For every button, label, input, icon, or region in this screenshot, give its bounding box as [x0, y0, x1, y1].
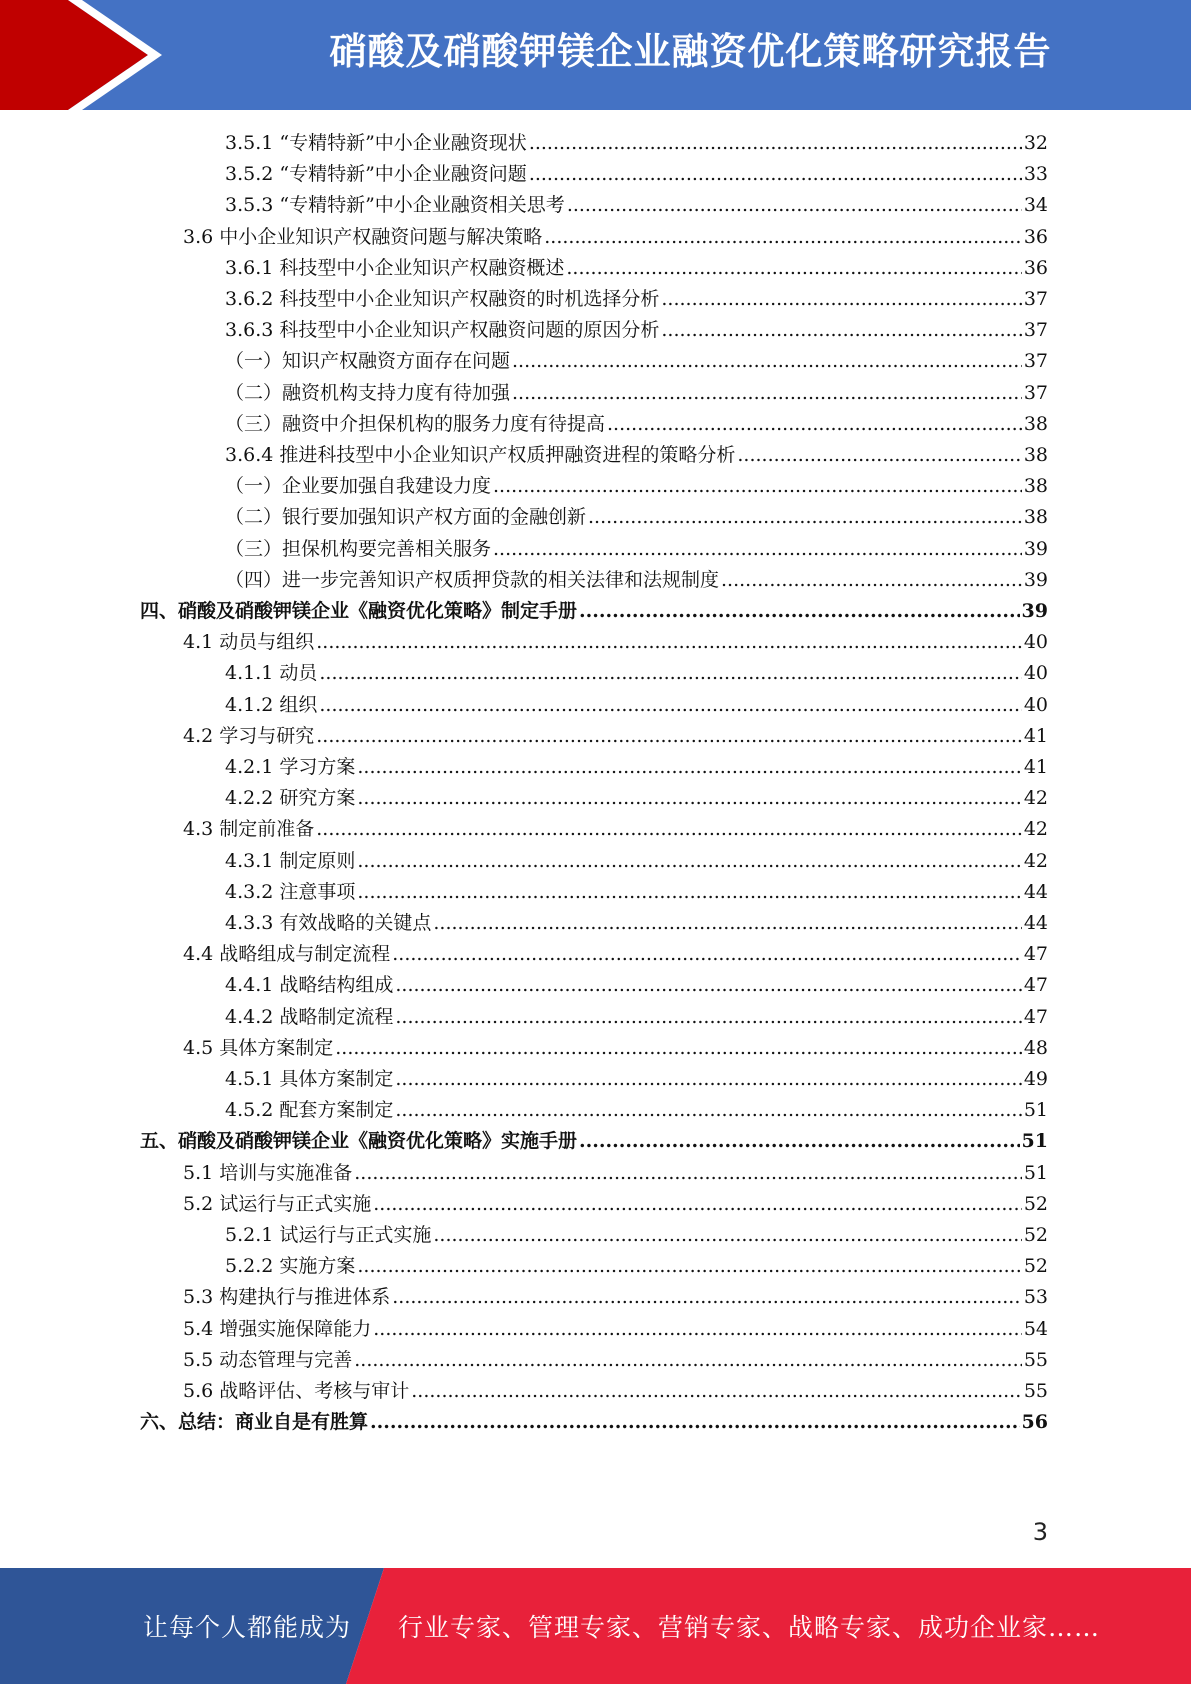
toc-entry-page: 41 [1023, 756, 1048, 778]
toc-entry[interactable] [225, 1251, 1048, 1282]
toc-entry-page: 40 [1023, 631, 1048, 654]
toc-entry-title: 4.2.1 学习方案 [225, 756, 356, 778]
toc-entry-title: 4.3 制定前准备 [183, 818, 315, 841]
toc-entry-page: 51 [1021, 1130, 1048, 1153]
toc-entry-title: 4.2 学习与研究 [183, 724, 315, 747]
toc-entry[interactable] [140, 596, 1048, 627]
toc-entry-page: 47 [1023, 943, 1048, 966]
toc-entry-page: 39 [1023, 537, 1048, 560]
toc-dot-leader [357, 752, 1021, 783]
toc-entry[interactable] [183, 1033, 1048, 1064]
toc-dot-leader [512, 378, 1022, 409]
toc-dot-leader [579, 596, 1020, 627]
toc-entry-page: 38 [1023, 444, 1048, 466]
page-header [0, 0, 1191, 110]
toc-entry-title: （三）担保机构要完善相关服务 [225, 537, 492, 560]
toc-dot-leader [316, 721, 1022, 752]
toc-dot-leader [411, 1376, 1022, 1407]
toc-dot-leader [529, 128, 1022, 159]
toc-entry[interactable] [225, 846, 1048, 877]
toc-entry-title: 4.4 战略组成与制定流程 [183, 943, 391, 966]
toc-entry[interactable] [225, 159, 1048, 190]
toc-dot-leader [433, 1220, 1021, 1251]
toc-entry-page: 39 [1023, 568, 1048, 591]
toc-dot-leader [392, 939, 1022, 970]
toc-dot-leader [567, 190, 1022, 221]
toc-dot-leader [737, 440, 1021, 471]
toc-entry-page: 51 [1023, 1161, 1048, 1184]
toc-entry-title: 3.6.2 科技型中小企业知识产权融资的时机选择分析 [225, 288, 660, 310]
toc-entry[interactable] [225, 378, 1048, 409]
toc-entry-page: 47 [1023, 1005, 1048, 1028]
toc-dot-leader [319, 658, 1021, 689]
toc-dot-leader [357, 846, 1021, 877]
toc-entry-title: （三）融资中介担保机构的服务力度有待提高 [225, 412, 606, 435]
header-red-arrow [0, 0, 148, 110]
toc-entry-title: 5.1 培训与实施准备 [183, 1161, 353, 1184]
toc-entry-page: 44 [1023, 880, 1048, 903]
toc-entry-title: 5.5 动态管理与完善 [183, 1348, 353, 1371]
toc-entry[interactable] [183, 721, 1048, 752]
toc-entry[interactable] [225, 346, 1048, 377]
toc-entry-title: 四、硝酸及硝酸钾镁企业《融资优化策略》制定手册 [140, 600, 578, 622]
toc-entry[interactable] [225, 1095, 1048, 1126]
toc-entry-title: 4.3.1 制定原则 [225, 849, 356, 872]
toc-entry-page: 33 [1023, 163, 1048, 186]
toc-entry-title: 5.6 战略评估、考核与审计 [183, 1380, 410, 1402]
toc-dot-leader [395, 970, 1021, 1001]
toc-entry-title: （四）进一步完善知识产权质押贷款的相关法律和法规制度 [225, 568, 720, 591]
toc-entry-title: 4.3.2 注意事项 [225, 880, 356, 903]
toc-entry-title: 4.1.2 组织 [225, 693, 318, 716]
toc-entry-page: 40 [1023, 662, 1048, 685]
toc-entry[interactable] [225, 409, 1048, 440]
toc-entry[interactable] [225, 1002, 1048, 1033]
toc-dot-leader [335, 1033, 1022, 1064]
toc-entry-page: 36 [1023, 225, 1048, 248]
toc-entry-page: 55 [1023, 1348, 1048, 1371]
toc-entry[interactable] [225, 502, 1048, 533]
toc-dot-leader [370, 1407, 1020, 1438]
toc-entry[interactable] [183, 1314, 1048, 1345]
toc-entry[interactable] [225, 253, 1048, 284]
toc-entry-page: 54 [1023, 1317, 1048, 1340]
toc-entry-title: 4.1 动员与组织 [183, 631, 315, 654]
toc-entry-page: 38 [1023, 412, 1048, 435]
toc-entry-title: 3.6.3 科技型中小企业知识产权融资问题的原因分析 [225, 319, 660, 342]
toc-entry[interactable] [140, 1407, 1048, 1438]
toc-entry-title: 4.4.2 战略制定流程 [225, 1005, 394, 1028]
toc-entry-page: 44 [1023, 912, 1048, 934]
toc-dot-leader [579, 1126, 1020, 1157]
toc-entry-page: 52 [1023, 1255, 1048, 1278]
toc-entry[interactable] [225, 315, 1048, 346]
toc-dot-leader [316, 814, 1022, 845]
footer-slogan-right: 行业专家、管理专家、营销专家、战略专家、成功企业家…… [398, 1613, 1101, 1642]
toc-dot-leader [493, 471, 1022, 502]
toc-entry-page: 36 [1023, 256, 1048, 279]
toc-entry-page: 42 [1023, 787, 1048, 810]
toc-dot-leader [357, 783, 1021, 814]
toc-entry-page: 42 [1023, 849, 1048, 872]
toc-dot-leader [433, 908, 1021, 939]
toc-entry-page: 56 [1021, 1411, 1048, 1434]
toc-entry-page: 49 [1023, 1068, 1048, 1090]
toc-entry-title: 5.3 构建执行与推进体系 [183, 1286, 391, 1309]
toc-entry[interactable] [225, 565, 1048, 596]
toc-dot-leader [392, 1282, 1022, 1313]
toc-dot-leader [512, 346, 1022, 377]
toc-dot-leader [357, 1251, 1021, 1282]
toc-entry[interactable] [225, 690, 1048, 721]
toc-dot-leader [354, 1345, 1022, 1376]
toc-entry[interactable] [225, 284, 1048, 315]
toc-entry-title: 4.5.2 配套方案制定 [225, 1099, 394, 1122]
toc-dot-leader [588, 502, 1022, 533]
toc-entry-page: 52 [1023, 1192, 1048, 1215]
toc-entry[interactable] [225, 752, 1048, 783]
toc-entry-page: 37 [1023, 381, 1048, 404]
toc-entry-page: 37 [1023, 319, 1048, 342]
toc-entry[interactable] [140, 1126, 1048, 1157]
toc-entry-title: 5.2 试运行与正式实施 [183, 1192, 372, 1215]
footer-slogan-left: 让每个人都能成为 [143, 1613, 352, 1642]
toc-entry-page: 38 [1023, 475, 1048, 498]
toc-entry-title: （一）知识产权融资方面存在问题 [225, 350, 511, 373]
toc-dot-leader [373, 1189, 1022, 1220]
toc-entry-title: 4.1.1 动员 [225, 662, 318, 685]
toc-entry-title: 5.2.2 实施方案 [225, 1255, 356, 1278]
toc-entry-page: 48 [1023, 1036, 1048, 1059]
toc-entry[interactable] [183, 1189, 1048, 1220]
toc-dot-leader [395, 1064, 1021, 1095]
toc-entry-title: 3.6.4 推进科技型中小企业知识产权质押融资进程的策略分析 [225, 444, 736, 466]
toc-entry[interactable] [225, 471, 1048, 502]
toc-entry-page: 41 [1023, 724, 1048, 747]
toc-entry[interactable] [225, 128, 1048, 159]
toc-entry-title: 3.6.1 科技型中小企业知识产权融资概述 [225, 256, 565, 279]
toc-dot-leader [316, 627, 1022, 658]
toc-entry-page: 47 [1023, 974, 1048, 997]
toc-dot-leader [395, 1002, 1021, 1033]
toc-entry-title: 4.3.3 有效战略的关键点 [225, 912, 432, 934]
toc-dot-leader [544, 222, 1022, 253]
page-number: 3 [1032, 1518, 1048, 1546]
toc-dot-leader [354, 1158, 1022, 1189]
toc-dot-leader [661, 284, 1021, 315]
toc-entry-title: 六、总结：商业自是有胜算 [140, 1411, 369, 1434]
toc-entry[interactable] [225, 1064, 1048, 1095]
toc-entry[interactable] [225, 440, 1048, 471]
toc-entry-page: 53 [1023, 1286, 1048, 1309]
toc-entry[interactable] [225, 908, 1048, 939]
toc-dot-leader [395, 1095, 1021, 1126]
toc-entry-title: 五、硝酸及硝酸钾镁企业《融资优化策略》实施手册 [140, 1130, 578, 1153]
toc-entry-page: 52 [1023, 1224, 1048, 1246]
toc-entry-title: 5.2.1 试运行与正式实施 [225, 1224, 432, 1246]
toc-dot-leader [373, 1314, 1022, 1345]
toc-entry-title: 4.4.1 战略结构组成 [225, 974, 394, 997]
document-title: 硝酸及硝酸钾镁企业融资优化策略研究报告 [329, 30, 1052, 73]
toc-entry[interactable] [183, 1282, 1048, 1313]
toc-entry-title: （二）融资机构支持力度有待加强 [225, 381, 511, 404]
toc-entry-title: 5.4 增强实施保障能力 [183, 1317, 372, 1340]
toc-entry-title: 3.5.2 “专精特新”中小企业融资问题 [225, 163, 527, 186]
toc-entry-page: 32 [1023, 132, 1048, 154]
toc-dot-leader [319, 690, 1021, 721]
toc-entry[interactable] [183, 627, 1048, 658]
toc-dot-leader [607, 409, 1022, 440]
toc-entry-page: 42 [1023, 818, 1048, 841]
toc-dot-leader [566, 253, 1021, 284]
toc-entry-page: 34 [1023, 194, 1048, 217]
toc-entry[interactable] [183, 939, 1048, 970]
page-footer [0, 1568, 1191, 1684]
toc-entry-page: 38 [1023, 506, 1048, 529]
toc-entry[interactable] [225, 783, 1048, 814]
toc-entry-page: 39 [1021, 600, 1048, 622]
toc-entry-page: 55 [1023, 1380, 1048, 1402]
toc-dot-leader [721, 565, 1022, 596]
toc-entry-title: 4.2.2 研究方案 [225, 787, 356, 810]
toc-entry-title: （一）企业要加强自我建设力度 [225, 475, 492, 498]
toc-dot-leader [661, 315, 1021, 346]
toc-entry-title: （二）银行要加强知识产权方面的金融创新 [225, 506, 587, 529]
toc-entry-title: 4.5.1 具体方案制定 [225, 1068, 394, 1090]
toc-entry[interactable] [225, 877, 1048, 908]
toc-entry[interactable] [183, 222, 1048, 253]
toc-entry[interactable] [225, 970, 1048, 1001]
toc-entry-page: 51 [1023, 1099, 1048, 1122]
toc-entry[interactable] [225, 190, 1048, 221]
toc-entry-page: 40 [1023, 693, 1048, 716]
toc-entry-title: 3.6 中小企业知识产权融资问题与解决策略 [183, 225, 543, 248]
toc-entry-title: 3.5.3 “专精特新”中小企业融资相关思考 [225, 194, 565, 217]
toc-entry[interactable] [225, 534, 1048, 565]
toc-dot-leader [357, 877, 1021, 908]
toc-dot-leader [529, 159, 1022, 190]
toc-entry[interactable] [225, 1220, 1048, 1251]
toc-entry[interactable] [183, 1345, 1048, 1376]
toc-entry[interactable] [183, 1158, 1048, 1189]
toc-entry-title: 3.5.1 “专精特新”中小企业融资现状 [225, 132, 527, 154]
toc-entry-title: 4.5 具体方案制定 [183, 1036, 334, 1059]
toc-dot-leader [493, 534, 1022, 565]
toc-entry[interactable] [183, 814, 1048, 845]
toc-entry-page: 37 [1023, 288, 1048, 310]
toc-entry-page: 37 [1023, 350, 1048, 373]
toc-entry[interactable] [183, 1376, 1048, 1407]
toc-entry[interactable] [225, 658, 1048, 689]
